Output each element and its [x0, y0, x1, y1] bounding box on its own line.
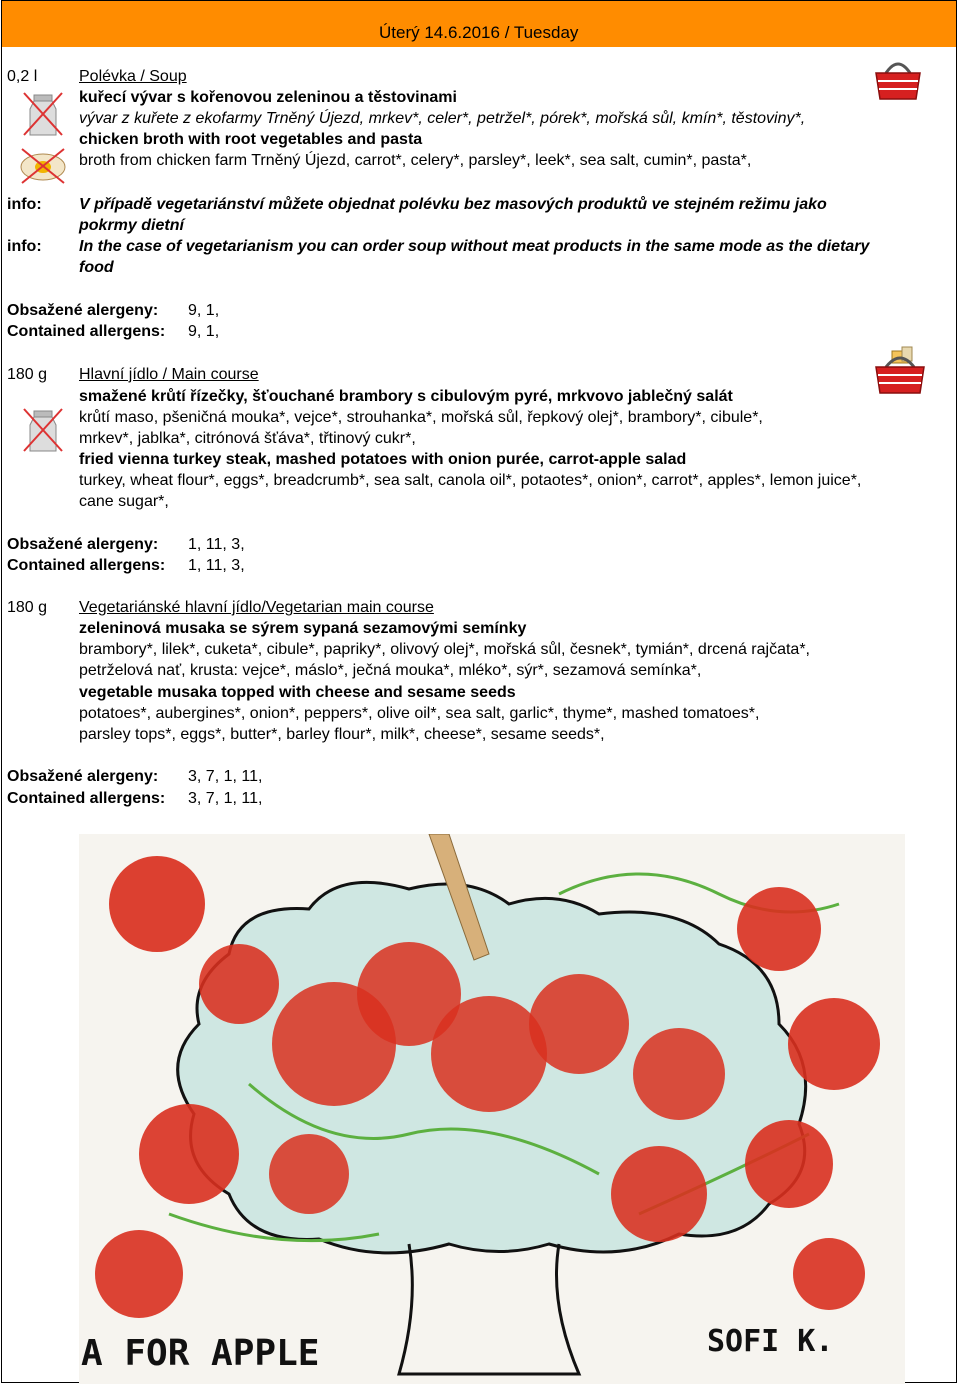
soup-name-cz: kuřecí vývar s kořenovou zeleninou a těstovinami: [79, 89, 457, 106]
basket-icon: [872, 55, 924, 108]
menu-page: [1, 0, 957, 1383]
apple-tree-drawing: [79, 834, 905, 1384]
no-milk-icon: [20, 405, 66, 460]
veg-allergens-cz-label: Obsažené alergeny:: [7, 768, 159, 785]
no-egg-icon: [16, 143, 70, 192]
veg-name-en: vegetable musaka topped with cheese and sesame seeds: [79, 684, 516, 701]
veg-allergens-cz-value: 3, 7, 1, 11,: [188, 768, 263, 785]
info-text-cz-2: pokrmy dietní: [79, 217, 184, 234]
main-portion: 180 g: [7, 366, 48, 383]
info-text-en-2: food: [79, 259, 114, 276]
veg-ingredients-cz-2: petrželová nať, krusta: vejce*, máslo*, ječná mouka*, mléko*, sýr*, sezamová semínka*,: [79, 662, 702, 679]
veg-ingredients-cz-1: brambory*, lilek*, cuketa*, cibule*, papriky*, olivový olej*, mořská sůl, česnek*, tymián*, drcená rajčata*,: [79, 641, 810, 658]
veg-name-cz: zeleninová musaka se sýrem sypaná sezamovými semínky: [79, 620, 527, 637]
soup-ingredients-cz: vývar z kuřete z ekofarmy Trněný Újezd, mrkev*, celer*, petržel*, pórek*, mořská sůl, kmín*, těstoviny*,: [79, 110, 806, 127]
veg-allergens-en-value: 3, 7, 1, 11,: [188, 790, 263, 807]
veg-portion: 180 g: [7, 599, 48, 616]
soup-name-en: chicken broth with root vegetables and pasta: [79, 131, 423, 148]
info-label-en: info:: [7, 238, 42, 255]
soup-portion: 0,2 l: [7, 68, 38, 85]
date-header: [2, 1, 956, 47]
veg-ingredients-en-2: parsley tops*, eggs*, butter*, barley flour*, milk*, cheese*, sesame seeds*,: [79, 726, 605, 743]
drawing-caption-left: A FOR APPLE: [81, 1333, 320, 1374]
main-name-en: fried vienna turkey steak, mashed potatoes with onion purée, carrot-apple salad: [79, 451, 687, 468]
main-allergens-cz-value: 1, 11, 3,: [188, 536, 245, 553]
no-milk-icon: [20, 89, 66, 144]
basket-full-icon: [872, 345, 928, 402]
info-text-cz-1: V případě vegetariánství můžete objednat polévku bez masových produktů ve stejném režimu jako: [79, 196, 827, 213]
drawing-art: [79, 834, 905, 1384]
main-allergens-cz-label: Obsažené alergeny:: [7, 536, 159, 553]
main-ingredients-cz-1: krůtí maso, pšeničná mouka*, vejce*, strouhanka*, mořská sůl, řepkový olej*, brambory*, cibule*,: [79, 409, 763, 426]
soup-allergens-en-value: 9, 1,: [188, 323, 220, 340]
soup-ingredients-en: broth from chicken farm Trněný Újezd, carrot*, celery*, parsley*, leek*, sea salt, cumin*, pasta*,: [79, 152, 752, 169]
soup-allergens-cz-label: Obsažené alergeny:: [7, 302, 159, 319]
main-ingredients-cz-2: mrkev*, jablka*, citrónová šťáva*, třtinový cukr*,: [79, 430, 416, 447]
veg-allergens-en-label: Contained allergens:: [7, 790, 166, 807]
date-label: Úterý 14.6.2016 / Tuesday: [379, 23, 579, 42]
main-name-cz: smažené krůtí řízečky, šťouchané brambory s cibulovým pyré, mrkvovo jablečný salát: [79, 388, 733, 405]
drawing-caption-right: SOFI K.: [707, 1324, 834, 1359]
main-allergens-en-label: Contained allergens:: [7, 557, 166, 574]
main-ingredients-en-1: turkey, wheat flour*, eggs*, breadcrumb*, sea salt, canola oil*, potaotes*, onion*, carrot*, apples*, lemon juice*,: [79, 472, 862, 489]
info-text-en-1: In the case of vegetarianism you can order soup without meat products in the same mode as the dietary: [79, 238, 870, 255]
main-heading: Hlavní jídlo / Main course: [79, 366, 259, 383]
veg-ingredients-en-1: potatoes*, aubergines*, onion*, peppers*, olive oil*, sea salt, garlic*, thyme*, mashed tomatoes*,: [79, 705, 760, 722]
veg-heading: Vegetariánské hlavní jídlo/Vegetarian main course: [79, 599, 434, 616]
soup-heading: Polévka / Soup: [79, 68, 187, 85]
main-allergens-en-value: 1, 11, 3,: [188, 557, 245, 574]
soup-allergens-en-label: Contained allergens:: [7, 323, 166, 340]
soup-allergens-cz-value: 9, 1,: [188, 302, 220, 319]
main-ingredients-en-2: cane sugar*,: [79, 493, 169, 510]
info-label-cz: info:: [7, 196, 42, 213]
